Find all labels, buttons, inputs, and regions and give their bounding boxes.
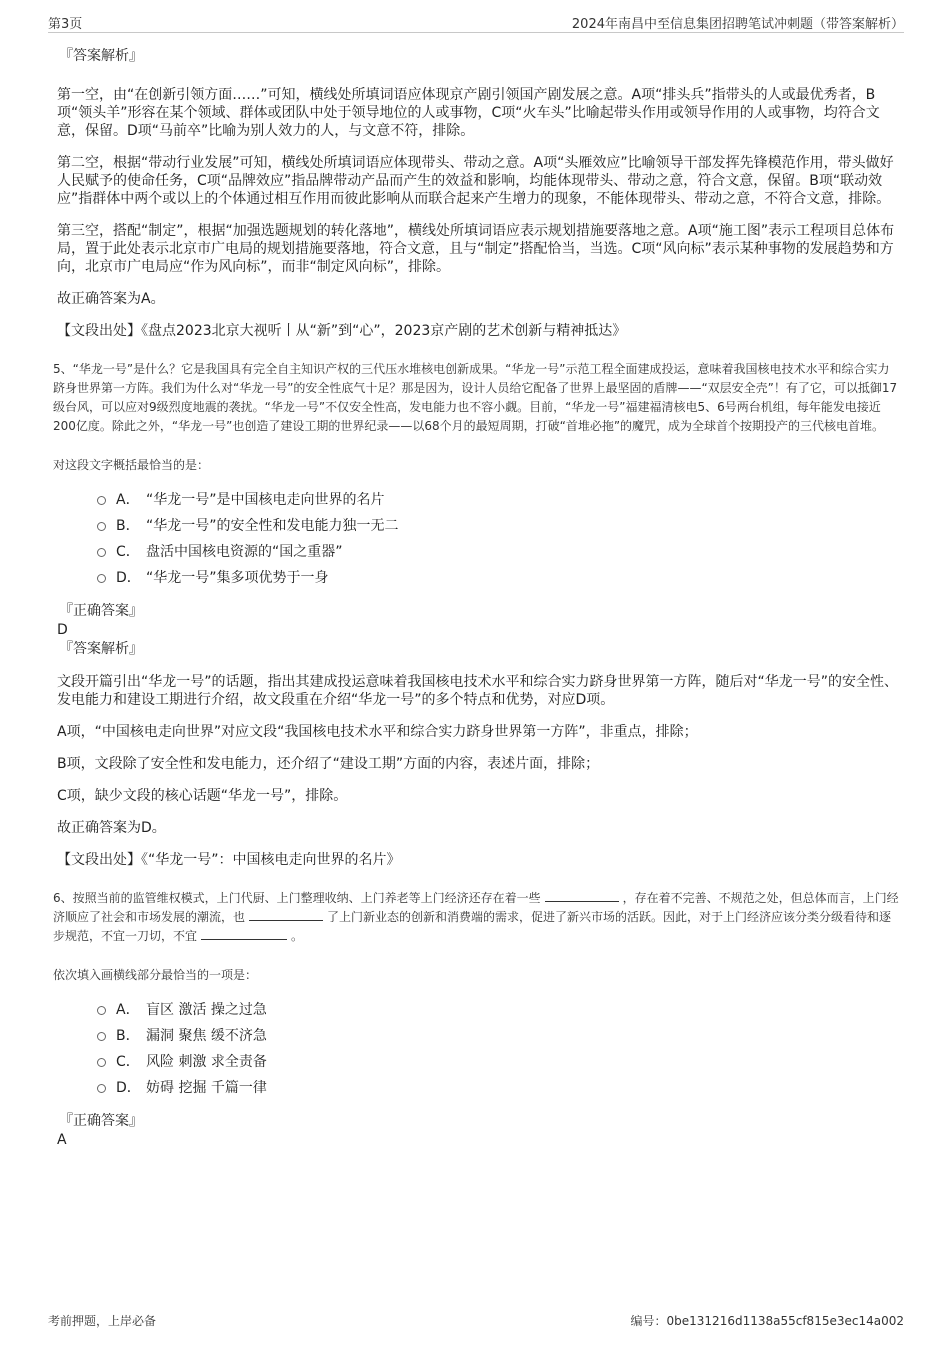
q5-answer: D: [57, 622, 68, 638]
q6-options: [57, 997, 900, 1101]
radio-icon[interactable]: [97, 1006, 106, 1015]
page-header: [48, 10, 904, 33]
q6-answer: A: [57, 1132, 67, 1148]
q5-options: [57, 487, 900, 591]
q6-blank-3: [201, 927, 287, 940]
document-title: 2024年南昌中至信息集团招聘笔试冲刺题（带答案解析）: [571, 17, 904, 32]
q4-source: 【文段出处】《盘点2023北京大视听丨从“新”到“心”，2023京产剧的艺术创新与精神抵达》: [57, 323, 627, 339]
radio-icon[interactable]: [97, 1084, 106, 1093]
q6-option-d[interactable]: D． 妨碍 挖掘 千篇一律: [97, 1075, 900, 1101]
q5-conclusion: 故正确答案为D。: [57, 820, 166, 836]
q6-option-b[interactable]: B． 漏洞 聚焦 缓不济急: [97, 1023, 900, 1049]
radio-icon[interactable]: [97, 1058, 106, 1067]
q5-analysis-para-4: C项，缺少文段的核心话题“华龙一号”，排除。: [57, 788, 348, 804]
q4-conclusion: 故正确答案为A。: [57, 291, 165, 307]
q5-analysis-para-1: 文段开篇引出“华龙一号”的话题，指出其建成投运意味着我国核电技术水平和综合实力跻身世界第一方阵，随后对“华龙一号”的安全性、发电能力和建设工期进行介绍，故文段重在介绍“华龙一号”的多个特点和优势，对应D项。: [57, 674, 899, 708]
q5-analysis-para-3: B项，文段除了安全性和发电能力，还介绍了“建设工期”方面的内容，表述片面，排除；: [57, 756, 600, 772]
page-content: [53, 46, 900, 1149]
radio-icon[interactable]: [97, 574, 106, 583]
q6-answer-tag: 『正确答案』: [59, 1113, 143, 1129]
q4-analysis-para-1: 第一空，由“在创新引领方面……”可知，横线处所填词语应体现京产剧引领国产剧发展之意。A项“排头兵”指带头的人或最优秀者，B项“领头羊”形容在某个领域、群体或团队中处于领导地位的人或事物，C项“火车头”比喻起带头作用或领导作用的人或事物，均符合文意，保留。D项“马前卒”比喻为别人效力的人，与文意不符，排除。: [57, 87, 880, 139]
radio-icon[interactable]: [97, 496, 106, 505]
q5-option-b[interactable]: B． “华龙一号”的安全性和发电能力独一无二: [97, 513, 900, 539]
q5-prompt: 对这段文字概括最恰当的是：: [53, 458, 210, 472]
q6-option-c[interactable]: C． 风险 刺激 求全责备: [97, 1049, 900, 1075]
radio-icon[interactable]: [97, 522, 106, 531]
q5-source: 【文段出处】《“华龙一号”：中国核电走向世界的名片》: [57, 852, 401, 868]
q4-analysis-para-3: 第三空，搭配“制定”，根据“加强选题规划的转化落地”，横线处所填词语应表示规划措施要落地之意。A项“施工图”表示工程项目总体布局，置于此处表示北京市广电局的规划措施要落地，符合文意，且与“制定”搭配恰当，当选。C项“风向标”表示某种事物的发展趋势和方向，北京市广电局应“作为风向标”，而非“制定风向标”，排除。: [57, 223, 895, 275]
page-number: 第3页: [48, 17, 83, 32]
q5-option-a[interactable]: A． “华龙一号”是中国核电走向世界的名片: [97, 487, 900, 513]
q4-analysis-para-2: 第二空，根据“带动行业发展”可知，横线处所填词语应体现带头、带动之意。A项“头雁效应”比喻领导干部发挥先锋模范作用，带头做好人民赋予的使命任务，C项“品牌效应”指品牌带动产品而产生的效益和影响，均能体现带头、带动之意，符合文意，保留。B项“联动效应”指群体中两个或以上的个体通过相互作用而彼此影响从而联合起来产生增力的现象，不能体现带头、带动之意，不符合文意，排除。: [57, 155, 894, 207]
q4-analysis-tag: 『答案解析』: [59, 48, 143, 64]
q5-option-d[interactable]: D． “华龙一号”集多项优势于一身: [97, 565, 900, 591]
q6-blank-1: [545, 889, 619, 902]
radio-icon[interactable]: [97, 548, 106, 557]
q5-stem: 5、“华龙一号”是什么？它是我国具有完全自主知识产权的三代压水堆核电创新成果。“华龙一号”示范工程全面建成投运，意味着我国核电技术水平和综合实力跻身世界第一方阵。我们为什么对“华龙一号”的安全性底气十足？那是因为，设计人员给它配备了世界上最坚固的盾牌——“双层安全壳”！有了它，可以抵御17级台风，可以应对9级烈度地震的袭扰。“华龙一号”不仅安全性高，发电能力也不容小觑。目前，“华龙一号”福建福清核电5、6号两台机组，每年能发电接近200亿度。除此之外，“华龙一号”也创造了建设工期的世界纪录——以68个月的最短周期，打破“首堆必拖”的魔咒，成为全球首个按期投产的三代核电首堆。: [53, 362, 898, 433]
q6-option-a[interactable]: A． 盲区 激活 操之过急: [97, 997, 900, 1023]
q6-prompt: 依次填入画横线部分最恰当的一项是：: [53, 968, 258, 982]
q5-analysis-tag: 『答案解析』: [59, 641, 143, 657]
q6-blank-2: [249, 908, 323, 921]
q5-option-c[interactable]: C． 盘活中国核电资源的“国之重器”: [97, 539, 900, 565]
document-code: 编号：0be131216d1138a55cf815e3ec14a002: [630, 1314, 904, 1328]
radio-icon[interactable]: [97, 1032, 106, 1041]
q5-analysis-para-2: A项，“中国核电走向世界”对应文段“我国核电技术水平和综合实力跻身世界第一方阵”，非重点，排除；: [57, 724, 698, 740]
q6-stem: 6、按照当前的监管维权模式，上门代厨、上门整理收纳、上门养老等上门经济还存在着一些 ，存在着不完善、不规范之处，但总体而言，上门经济顺应了社会和市场发展的潮流，也 了上门新业态的创新和消费端的需求，促进了新兴市场的活跃。因此，对于上门经济应该分类分级看待和逐步规范，不宜一刀切，不宜 。: [53, 891, 899, 943]
q5-answer-tag: 『正确答案』: [59, 603, 143, 619]
footer-slogan: 考前押题，上岸必备: [48, 1314, 157, 1328]
